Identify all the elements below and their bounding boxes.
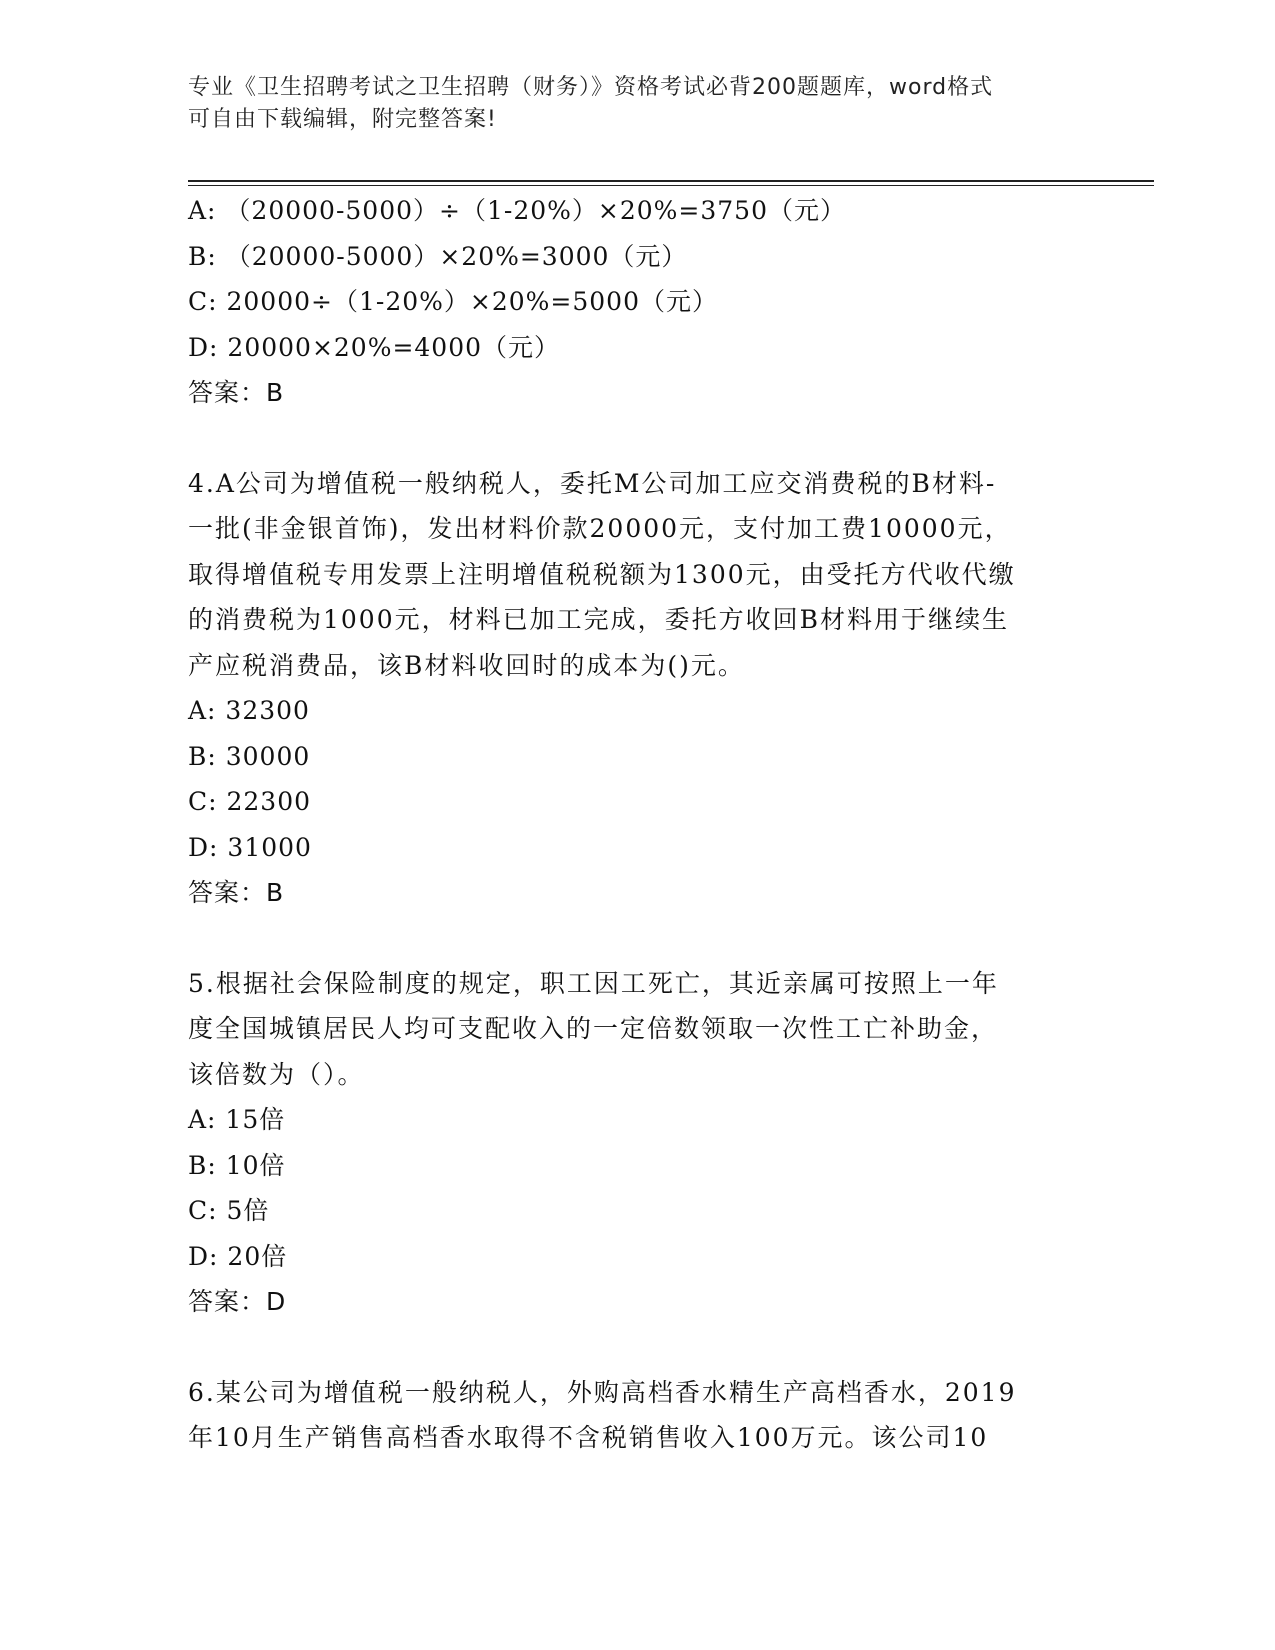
question-stem-line: 4.A公司为增值税一般纳税人，委托M公司加工应交消费税的B材料-: [188, 468, 997, 498]
document-header: [188, 72, 1068, 136]
option-c: C: 20000÷（1-20%）×20%=5000（元）: [188, 287, 718, 316]
header-line-2: 可自由下载编辑，附完整答案!: [188, 107, 497, 132]
spacer: [188, 916, 1088, 961]
option-a: A: 15倍: [188, 1105, 286, 1134]
question-5: [188, 961, 1088, 1325]
header-divider-thick: [188, 180, 1154, 182]
option-d: D: 31000: [188, 832, 312, 862]
option-a: A: （20000-5000）÷（1-20%）×20%=3750（元）: [188, 196, 846, 225]
option-b: B: 30000: [188, 741, 311, 771]
spacer: [188, 416, 1088, 461]
question-4: [188, 461, 1088, 916]
answer: 答案：B: [188, 378, 285, 407]
question-stem-line: 度全国城镇居民人均可支配收入的一定倍数领取一次性工亡补助金，: [188, 1014, 999, 1043]
question-content: [188, 188, 1088, 1461]
answer: 答案：D: [188, 1287, 287, 1316]
answer: 答案：B: [188, 878, 285, 907]
spacer: [188, 1325, 1088, 1370]
question-stem-line: 产应税消费品，该B材料收回时的成本为()元。: [188, 650, 745, 680]
question-stem-line: 的消费税为1000元，材料已加工完成，委托方收回B材料用于继续生: [188, 605, 1009, 634]
question-6: [188, 1370, 1088, 1461]
question-stem-line: 年10月生产销售高档香水取得不含税销售收入100万元。该公司10: [188, 1423, 989, 1452]
option-b: B: （20000-5000）×20%=3000（元）: [188, 241, 688, 271]
question-3-options: [188, 188, 1088, 416]
option-c: C: 5倍: [188, 1196, 270, 1225]
question-stem-line: 5.根据社会保险制度的规定，职工因工死亡，其近亲属可按照上一年: [188, 968, 999, 998]
option-d: D: 20000×20%=4000（元）: [188, 332, 561, 362]
option-b: B: 10倍: [188, 1150, 286, 1180]
option-c: C: 22300: [188, 787, 312, 816]
option-d: D: 20倍: [188, 1241, 288, 1271]
question-stem-line: 6.某公司为增值税一般纳税人，外购高档香水精生产高档香水，2019: [188, 1377, 1017, 1407]
header-line-1: 专业《卫生招聘考试之卫生招聘（财务）》资格考试必背200题题库，word格式: [188, 75, 994, 100]
option-a: A: 32300: [188, 696, 310, 725]
question-stem-line: 该倍数为（）。: [188, 1059, 365, 1089]
question-stem-line: 一批(非金银首饰)，发出材料价款20000元，支付加工费10000元，: [188, 514, 1012, 543]
header-divider-thin: [188, 185, 1154, 186]
question-stem-line: 取得增值税专用发票上注明增值税税额为1300元，由受托方代收代缴: [188, 559, 1016, 589]
